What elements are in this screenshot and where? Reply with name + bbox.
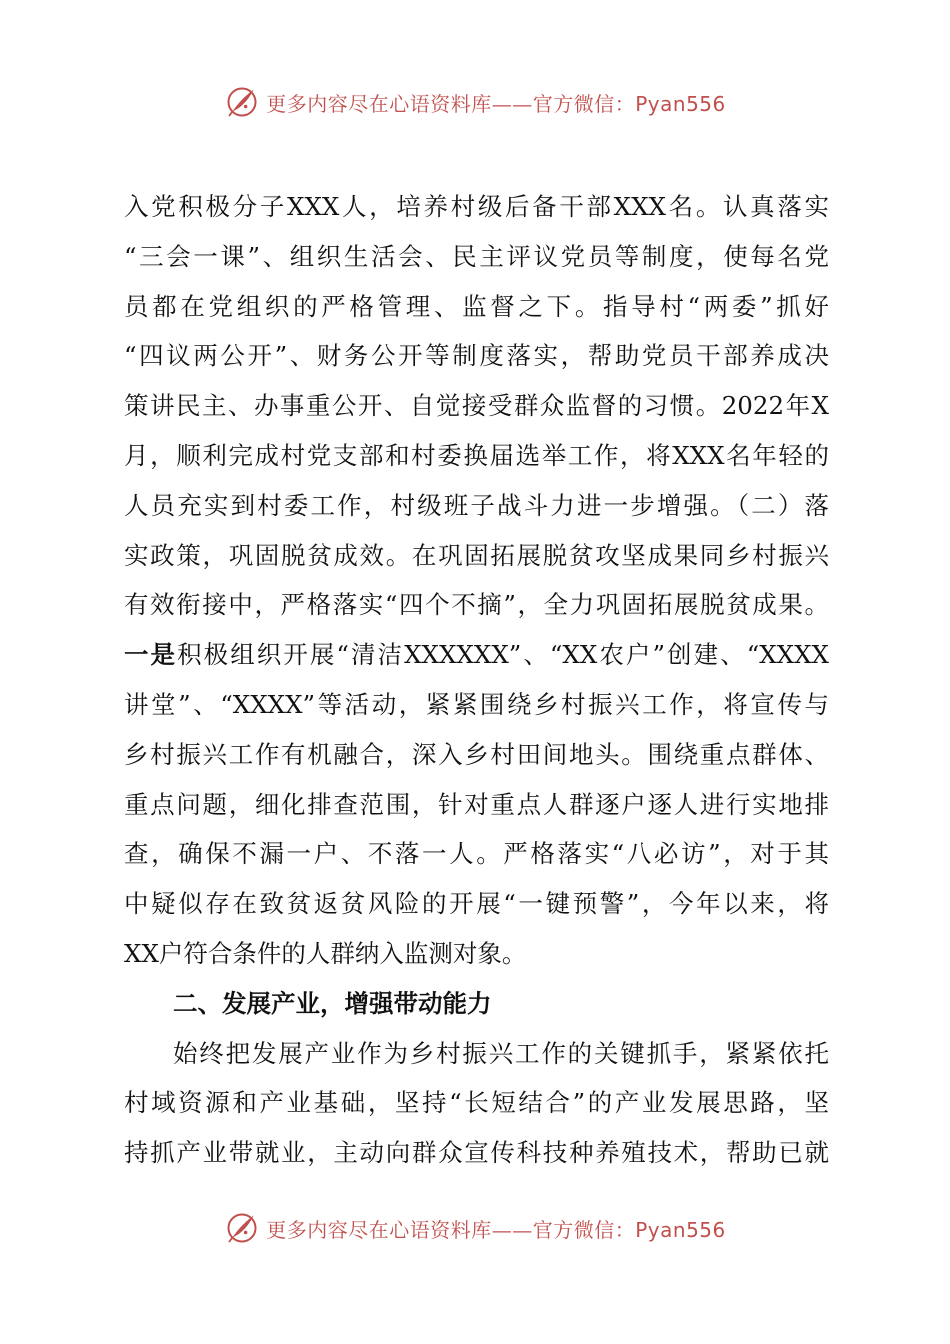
text-line: 乡村振兴工作有机融合，深入乡村田间地头。围绕重点群体、 bbox=[124, 739, 829, 769]
wechat-id: Pyan556 bbox=[635, 91, 726, 116]
quill-pen-circle-icon bbox=[224, 1210, 260, 1246]
text-line: 员都在党组织的严格管理、监督之下。指导村“两委”抓好 bbox=[124, 291, 829, 321]
text-line-rest: 积极组织开展“清洁XXXXXX”、“XX农户”创建、“XXXX bbox=[177, 640, 829, 670]
watermark-banner-top bbox=[0, 82, 950, 122]
text-line: 人员充实到村委工作，村级班子战斗力进一步增强。（二）落 bbox=[124, 490, 829, 520]
text-line: 始终把发展产业作为乡村振兴工作的关键抓手，紧紧依托 bbox=[173, 1038, 829, 1068]
section-heading: 二、发展产业，增强带动能力 bbox=[173, 988, 492, 1018]
text-line: “四议两公开”、财务公开等制度落实，帮助党员干部养成决 bbox=[124, 341, 829, 371]
watermark-text: 更多内容尽在心语资料库——官方微信：Pyan556 bbox=[266, 91, 726, 116]
text-line: 有效衔接中，严格落实“四个不摘”，全力巩固拓展脱贫成果。 bbox=[124, 590, 829, 620]
wechat-id: Pyan556 bbox=[635, 1217, 726, 1242]
text-line: 中疑似存在致贫返贫风险的开展“一键预警”，今年以来，将 bbox=[124, 889, 829, 919]
text-line: 持抓产业带就业，主动向群众宣传科技种养殖技术，帮助已就 bbox=[124, 1138, 829, 1168]
text-line bbox=[124, 630, 829, 680]
document-body bbox=[124, 182, 829, 1178]
text-line: 入党积极分子XXX人，培养村级后备干部XXX名。认真落实 bbox=[124, 192, 829, 221]
emphasis-lead: 一是 bbox=[124, 640, 178, 670]
quill-pen-circle-icon bbox=[224, 84, 260, 120]
watermark-text: 更多内容尽在心语资料库——官方微信：Pyan556 bbox=[266, 1217, 726, 1242]
text-line: “三会一课”、组织生活会、民主评议党员等制度，使每名党 bbox=[124, 241, 829, 271]
text-line: XX户符合条件的人群纳入监测对象。 bbox=[124, 938, 527, 968]
watermark-banner-bottom bbox=[0, 1208, 950, 1248]
text-line: 重点问题，细化排查范围，针对重点人群逐户逐人进行实地排 bbox=[124, 789, 829, 819]
text-line: 村域资源和产业基础，坚持“长短结合”的产业发展思路，坚 bbox=[124, 1088, 829, 1118]
text-line: 月，顺利完成村党支部和村委换届选举工作，将XXX名年轻的 bbox=[124, 440, 829, 470]
text-line: 查，确保不漏一户、不落一人。严格落实“八必访”，对于其 bbox=[124, 839, 829, 869]
text-line: 实政策，巩固脱贫成效。在巩固拓展脱贫攻坚成果同乡村振兴 bbox=[124, 540, 829, 570]
text-line: 讲堂”、“XXXX”等活动，紧紧围绕乡村振兴工作，将宣传与 bbox=[124, 689, 829, 719]
text-line: 策讲民主、办事重公开、自觉接受群众监督的习惯。2022年X bbox=[124, 391, 829, 421]
